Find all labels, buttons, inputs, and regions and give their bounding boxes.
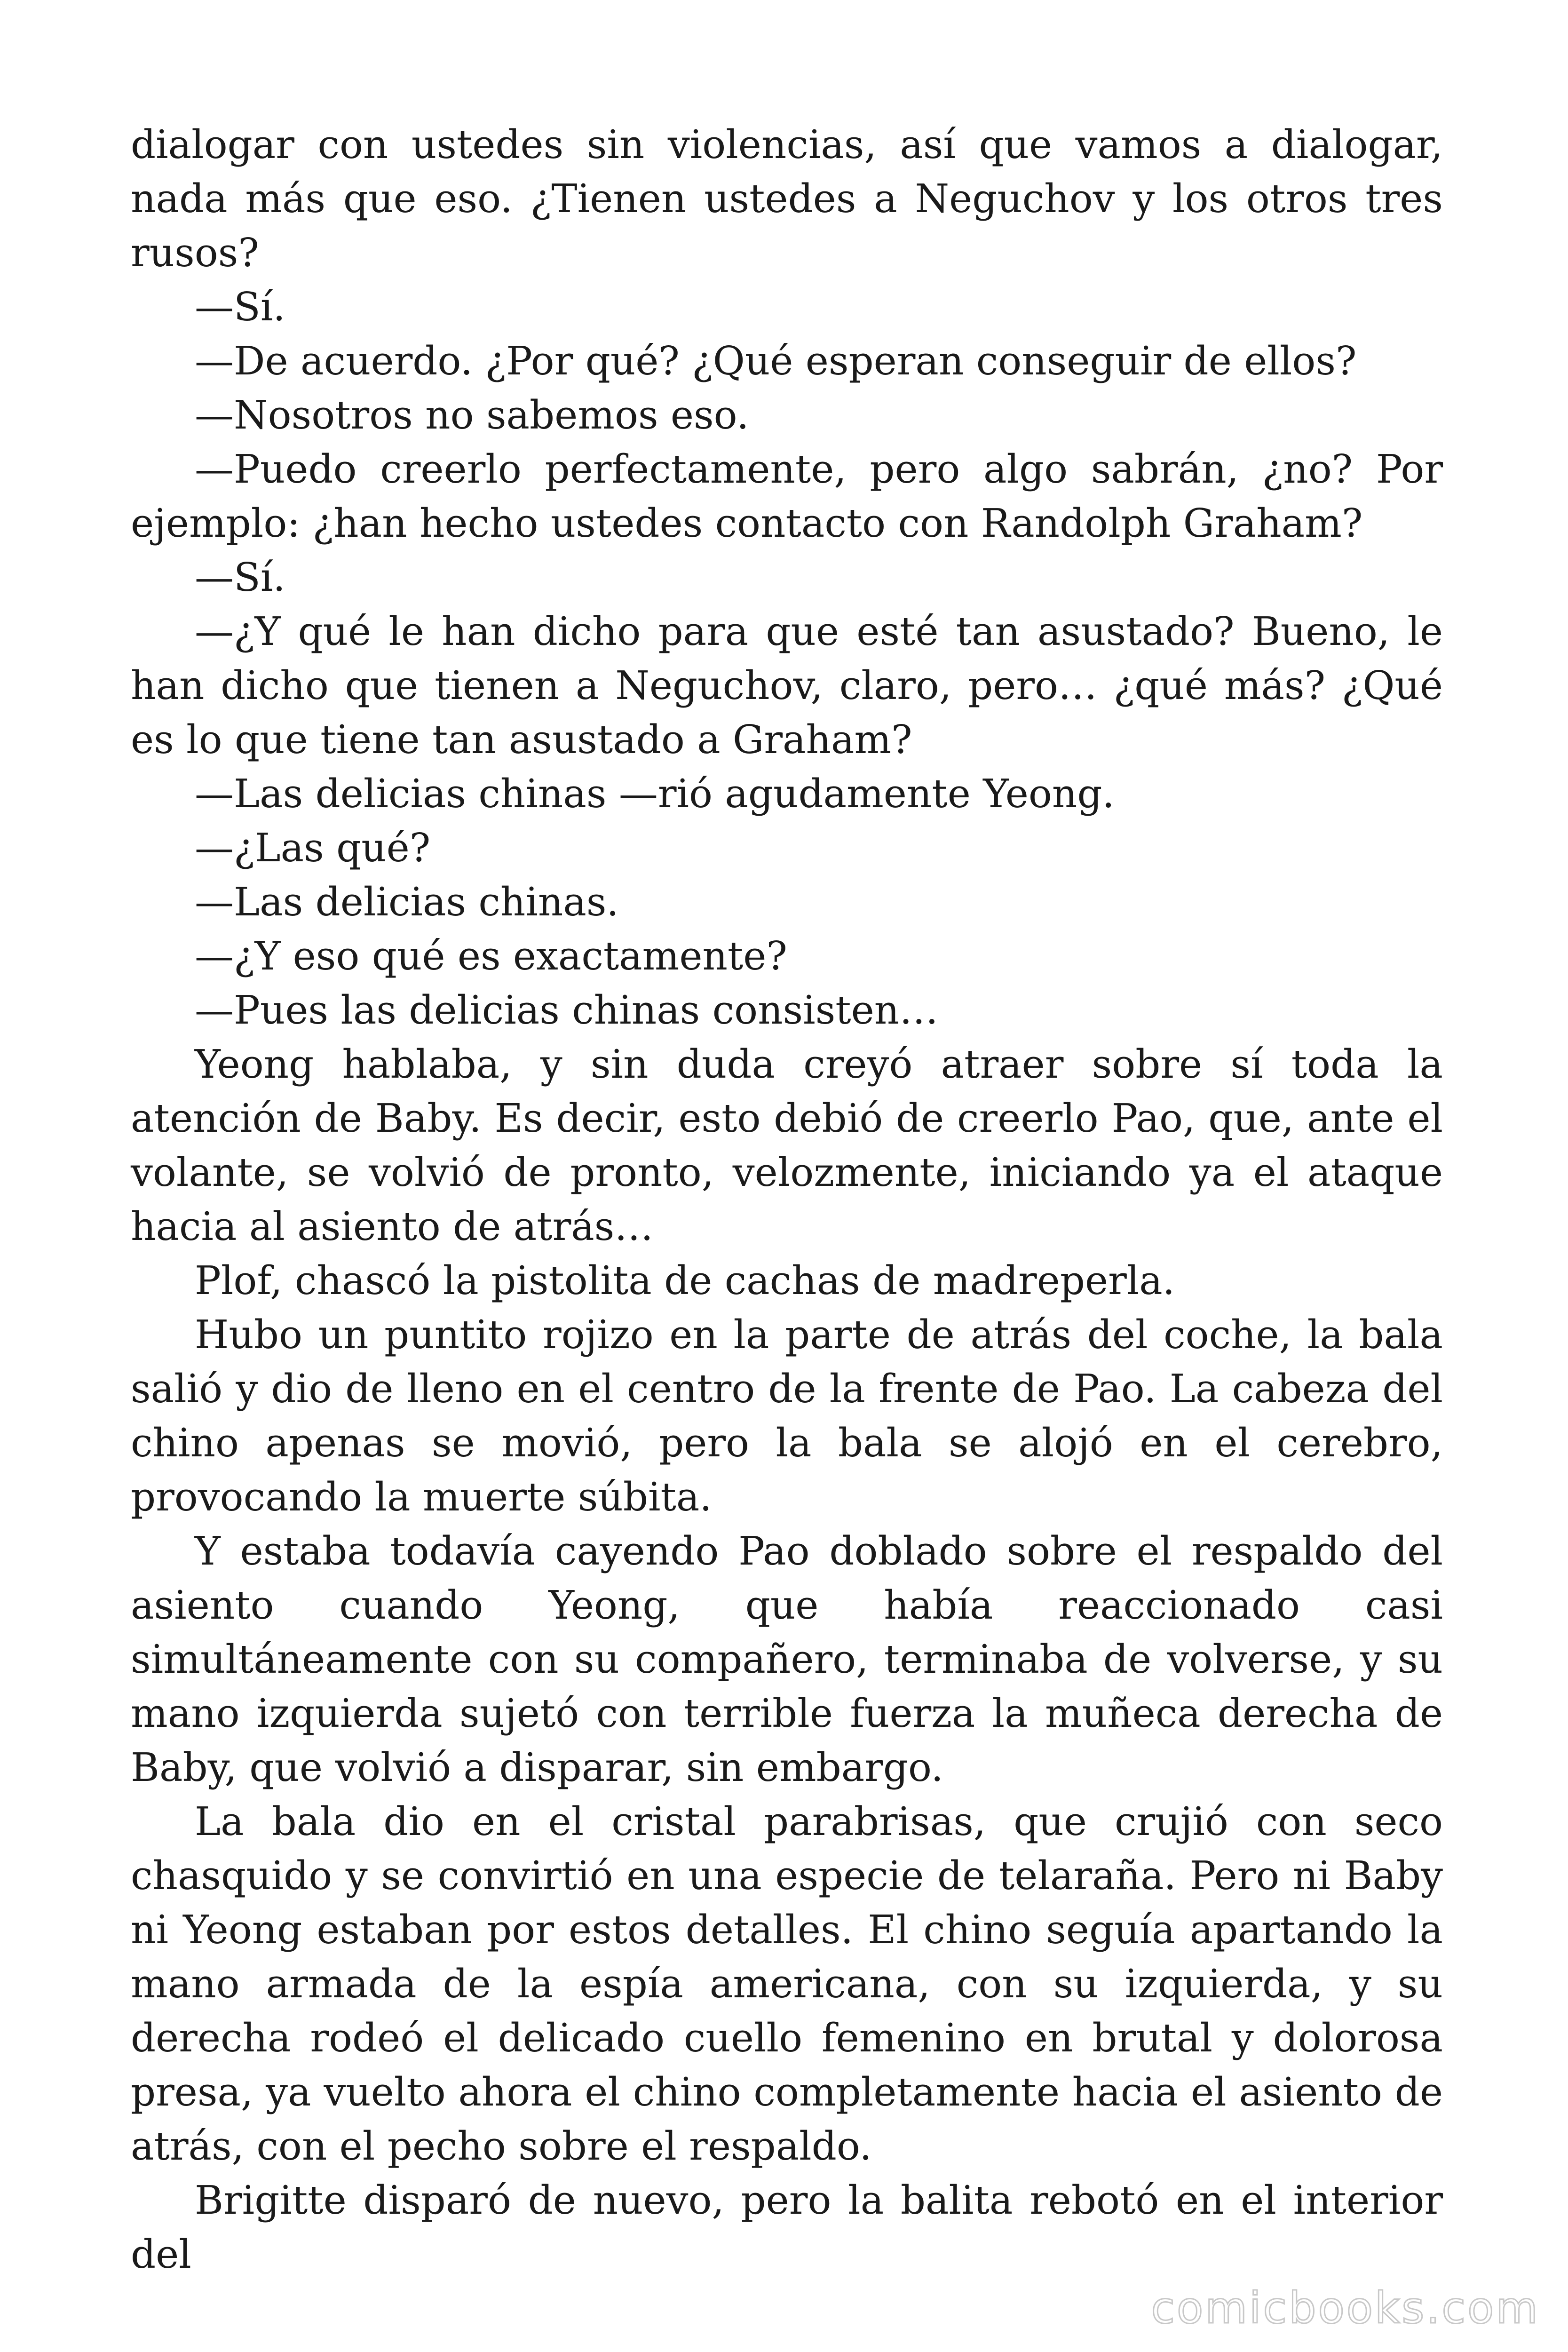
paragraph: —Puedo creerlo perfectamente, pero algo sabrán, ¿no? Por ejemplo: ¿han hecho ustedes contacto con Randolph Graham? <box>131 446 1443 546</box>
paragraph: —Sí. <box>195 555 285 600</box>
paragraph: —Pues las delicias chinas consisten… <box>195 987 939 1033</box>
watermark: comicbooks.com <box>1151 2283 1540 2333</box>
paragraph: Yeong hablaba, y sin duda creyó atraer sobre sí toda la atención de Baby. Es decir, esto debió de creerlo Pao, que, ante el volante, se volvió de pronto, velozmente, iniciando ya el ataque hacia al asiento de atrás… <box>131 1041 1443 1249</box>
paragraph: —De acuerdo. ¿Por qué? ¿Qué esperan conseguir de ellos? <box>195 338 1357 384</box>
paragraph: —¿Y eso qué es exactamente? <box>195 933 787 979</box>
paragraph: La bala dio en el cristal parabrisas, que crujió con seco chasquido y se convirtió en una especie de telaraña. Pero ni Baby ni Yeong estaban por estos detalles. El chino seguía apartando la mano armada de la espía americana, con su izquierda, y su derecha rodeó el delicado cuello femenino en brutal y dolorosa presa, ya vuelto ahora el chino completamente hacia el asiento de atrás, con el pecho sobre el respaldo. <box>131 1799 1443 2169</box>
paragraph: —Sí. <box>195 284 285 330</box>
page-text <box>131 118 1443 2281</box>
paragraph: —¿Las qué? <box>195 825 431 871</box>
paragraph: —Nosotros no sabemos eso. <box>195 392 749 438</box>
paragraph: Plof, chascó la pistolita de cachas de madreperla. <box>195 1258 1175 1303</box>
paragraph: Brigitte disparó de nuevo, pero la balita rebotó en el interior del <box>131 2177 1443 2277</box>
paragraph: Y estaba todavía cayendo Pao doblado sobre el respaldo del asiento cuando Yeong, que había reaccionado casi simultáneamente con su compañero, terminaba de volverse, y su mano izquierda sujetó con terrible fuerza la muñeca derecha de Baby, que volvió a disparar, sin embargo. <box>131 1528 1443 1790</box>
paragraph: —¿Y qué le han dicho para que esté tan asustado? Bueno, le han dicho que tienen a Neguchov, claro, pero… ¿qué más? ¿Qué es lo que tiene tan asustado a Graham? <box>131 609 1443 763</box>
paragraph: —Las delicias chinas. <box>195 879 619 925</box>
paragraph: Hubo un puntito rojizo en la parte de atrás del coche, la bala salió y dio de lleno en el centro de la frente de Pao. La cabeza del chino apenas se movió, pero la bala se alojó en el cerebro, provocando la muerte súbita. <box>131 1312 1443 1520</box>
paragraph: —Las delicias chinas —rió agudamente Yeong. <box>195 771 1115 817</box>
paragraph: dialogar con ustedes sin violencias, así que vamos a dialogar, nada más que eso. ¿Tienen ustedes a Neguchov y los otros tres rusos? <box>131 122 1443 276</box>
